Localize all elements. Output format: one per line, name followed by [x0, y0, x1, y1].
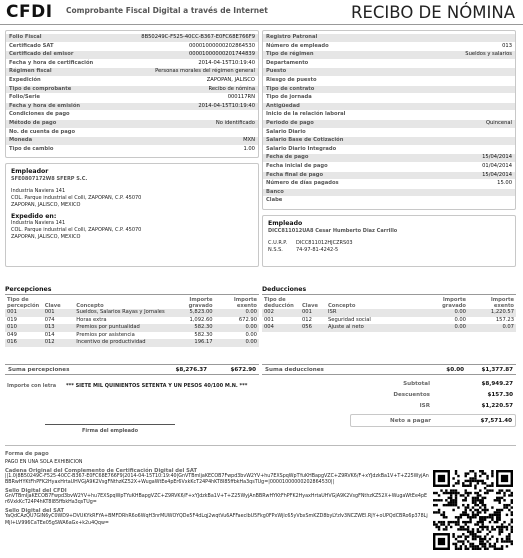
info-label: Certificado del emisor: [9, 51, 74, 58]
info-label: Fecha inicial de pago: [266, 163, 328, 169]
info-label: Fecha y hora de certificación: [9, 59, 94, 66]
empleador-address-line: ZAPOPAN, JALISCO, MEXICO: [11, 202, 81, 208]
info-row: [6, 103, 258, 111]
info-label: Moneda: [9, 137, 33, 144]
table-cell: 0.00: [245, 331, 257, 338]
header-divider: [0, 24, 523, 25]
col-header: Importe exento: [233, 297, 257, 309]
info-label: Salario Diario: [266, 128, 306, 135]
col-header: Concepto: [76, 303, 104, 309]
table-row: [5, 317, 259, 325]
signature-label: Firma del empleado: [82, 428, 139, 434]
info-label: Inicio de la relación laboral: [266, 111, 346, 118]
info-label: Antigüedad: [266, 102, 300, 109]
section-divider: [5, 445, 516, 446]
document-title: RECIBO DE NÓMINA: [351, 3, 515, 22]
info-value: 15.00: [497, 180, 512, 187]
table-cell: 016: [5, 339, 43, 347]
info-label: Certificado SAT: [9, 42, 54, 49]
info-label: Tipo de cambio: [9, 145, 54, 152]
info-row: [263, 34, 515, 42]
neto-value: $7,571.40: [480, 418, 512, 424]
info-label: Clabe: [266, 197, 283, 204]
importe-letra-value: *** SIETE MIL QUINIENTOS SETENTA Y UN PESOS 40/100 M.N. ***: [66, 383, 248, 389]
laboral-info: [262, 30, 516, 210]
table-row: [5, 324, 259, 332]
empleado-box: [262, 215, 516, 267]
expedido-title: Expedido en:: [11, 213, 57, 220]
forma-pago-value: PAGO EN UNA SOLA EXHIBICION: [5, 460, 83, 465]
info-label: Salario Base de Cotización: [266, 137, 344, 144]
curp-label: C.U.R.P.: [268, 240, 288, 246]
table-row: [262, 317, 516, 325]
table-cell: Premios por puntualidad: [74, 324, 166, 332]
info-value: 2014-04-15T10:19:40: [198, 59, 255, 66]
info-row: [6, 51, 258, 59]
sello-cfdi-text: GnVTBmIjaKECOB7Fwpd3bvW2YV+hu7EXSpqWpTYuKHBapgVZC+Z9RVK6/F+xYJdzkBa1V+T+Z25WyjAnBBRwHYKtFhPFK2HyaxHrtaUHVGjA9K2VsgFNthzKZ52X+WugaWtEe4pEr6VxkKcT24P4hKT8I85ffbkHa3qsTUg=: [5, 493, 428, 506]
table-cell: 0.07: [468, 324, 516, 332]
comprobante-info: [5, 30, 259, 158]
expedido-address-line: ZAPOPAN, JALISCO, MEXICO: [11, 234, 81, 240]
info-row: [263, 68, 515, 76]
info-label: Expedición: [9, 77, 41, 83]
empleador-rfc: SFE0807172W8 SFERP S.C.: [11, 176, 88, 182]
info-value: Recibo de nómina: [208, 85, 255, 92]
info-row: [263, 129, 515, 137]
neto-box: [350, 414, 516, 427]
info-row: [263, 94, 515, 102]
table-cell: 0.00: [215, 309, 259, 317]
table-cell: 012: [43, 339, 75, 347]
info-value: 8B50249C-F525-40CC-B367-E0FC68E766F9: [141, 34, 255, 40]
cfdi-logo: CFDI: [6, 2, 53, 22]
table-cell: 0.00: [215, 339, 259, 347]
sum-exento: $672.90: [230, 367, 256, 373]
table-cell: 056: [300, 324, 326, 332]
info-value: 2014-04-15T10:19:40: [198, 102, 255, 109]
table-cell: Ajuste al neto: [326, 324, 416, 332]
table-cell: 196.17: [167, 339, 215, 347]
deducciones-title: Deducciones: [262, 286, 307, 293]
importe-letra-label: Importe con letra: [7, 383, 57, 389]
totales-block: [350, 379, 516, 411]
info-label: Tipo de jornada: [266, 94, 312, 101]
table-cell: 0.00: [416, 324, 468, 332]
info-row: [6, 86, 258, 94]
info-label: Folio Fiscal: [9, 34, 42, 40]
info-value: 15/04/2014: [482, 154, 512, 161]
table-cell: 672.90: [238, 316, 257, 323]
info-row: [263, 154, 515, 162]
info-row: [263, 172, 515, 180]
info-value: ZAPOPAN, JALISCO: [206, 77, 255, 83]
table-cell: 582.30: [167, 324, 215, 332]
info-row: [263, 146, 515, 154]
table-cell: 014: [44, 331, 55, 338]
table-cell: 074: [44, 316, 55, 323]
total-value: $157.30: [487, 392, 513, 398]
info-row: [6, 34, 258, 42]
table-cell: 001: [264, 316, 274, 323]
info-label: Banco: [266, 188, 284, 195]
info-label: No. de cuenta de pago: [9, 128, 76, 135]
table-row: [5, 309, 259, 317]
info-label: Régimen fiscal: [9, 68, 52, 75]
sello-cfdi-label: Sello Digital del CFDI: [5, 487, 67, 494]
info-label: Fecha y hora de emisión: [9, 102, 81, 109]
nss-value: 74-97-81-4242-5: [296, 247, 339, 253]
info-row: [263, 86, 515, 94]
info-row: [263, 120, 515, 128]
info-label: Folio/Serie: [9, 94, 41, 101]
info-row: [263, 60, 515, 68]
header-subtitle: Comprobante Fiscal Digital a través de Internet: [66, 6, 268, 15]
cadena-text: ||1.0|8B50249C-F525-40CC-B367-E0FC68E766F9|2014-04-15T10:19:40|GnVTBmIjaKECOB7Fwpd3bvW2YV+hu7EXSpqWpTYuKHBapgVZC+Z9RVK6/F+xYJdzkBa1V+T+Z25WyjAnBBRwHYKtFhPFK2HyaxHrtaUHVGjA9K2VsgFNthzKZ52X+WugaWtEe4pEr6VxkKcT24P4hKT8I85ffbkHa3qsTUg=|00001000000202864530||: [5, 473, 429, 486]
col-header: Importe gravado: [188, 297, 213, 309]
table-cell: 010: [5, 324, 43, 332]
sum-exento: $1,377.87: [481, 367, 513, 373]
info-value: 00001000000202864530: [188, 42, 255, 49]
table-cell: 019: [7, 316, 17, 323]
info-row: [263, 137, 515, 145]
info-row: [6, 111, 258, 119]
nss-label: N.S.S.: [268, 247, 283, 253]
info-row: [6, 120, 258, 128]
percepciones-section: [5, 286, 259, 347]
info-label: Fecha de pago: [266, 154, 309, 161]
info-row: [6, 77, 258, 85]
table-cell: 001: [5, 309, 43, 317]
table-row: [5, 332, 259, 340]
info-label: Departamento: [266, 59, 309, 66]
percepciones-table: [5, 295, 259, 347]
info-row: [263, 189, 515, 197]
info-row: [6, 60, 258, 68]
info-value: No identificado: [215, 120, 255, 126]
info-label: Salario Diario Integrado: [266, 145, 337, 152]
info-row: [263, 111, 515, 119]
info-row: [6, 94, 258, 102]
col-header: Tipo de percepción: [7, 297, 40, 309]
info-value: 000117RN: [227, 94, 255, 101]
info-row: [263, 51, 515, 59]
cadena-label: Cadena Original del Complemento de Certificación Digital del SAT: [5, 467, 197, 474]
table-cell: 049: [7, 331, 17, 338]
info-value: Sueldos y salarios: [465, 51, 512, 58]
col-header: Importe exento: [490, 297, 514, 309]
table-cell: 1,092.60: [189, 316, 213, 323]
info-value: Quincenal: [485, 120, 512, 126]
percepciones-title: Percepciones: [5, 286, 52, 293]
total-label: ISR: [419, 403, 430, 409]
info-label: Condiciones de pago: [9, 111, 70, 118]
info-value: Personas morales del régimen general: [155, 68, 255, 75]
table-cell: 004: [262, 324, 300, 332]
empleador-address-line: COL. Parque industrial el Colli, ZAPOPAN, C.P. 45070: [11, 195, 142, 201]
info-row: [6, 129, 258, 137]
table-cell: Horas extra: [76, 316, 107, 323]
info-row: [263, 180, 515, 188]
deducciones-section: [262, 286, 516, 332]
seals-block: [5, 451, 429, 527]
info-value: 013: [502, 42, 512, 49]
info-row: [6, 43, 258, 51]
info-label: Método de pago: [9, 120, 57, 126]
sum-gravado: $0.00: [446, 367, 464, 373]
sum-gravado: $8,276.37: [175, 367, 207, 373]
table-cell: Sueldos, Salarios Rayas y Jornales: [76, 309, 165, 315]
deducciones-table: [262, 295, 516, 332]
empleador-address-line: Industria Naviera 141: [11, 188, 66, 194]
col-header: Concepto: [328, 303, 356, 309]
expedido-address-line: Industria Naviera 141: [11, 220, 66, 226]
info-label: Registro Patronal: [266, 34, 318, 40]
info-label: Periodo de pago: [266, 120, 314, 126]
table-cell: 002: [262, 309, 300, 317]
info-label: Tipo de régimen: [266, 51, 314, 58]
table-row: [262, 309, 516, 317]
info-label: Tipo de contrato: [266, 85, 315, 92]
table-cell: 0.00: [454, 316, 466, 323]
sello-sat-text: YaQdCAzQU7GIN6yC0WD9+DVUKYkRFYA+BMFDRhR6o6WqH3nrMUWOYQDe5F4dLqj2wqtVu6AFFaecIbU5Fkg0FPxWjlc65yVbxSmKZD8byLYzIv3NCZWEl.RjY+oUPQdCBRo6p378LjMjI+LV996CaTEe05gSWA6aGx+k2u4Qqw=: [5, 513, 428, 526]
table-cell: Incentivo de productividad: [74, 339, 166, 347]
table-cell: 001: [300, 309, 326, 317]
info-label: Puesto: [266, 68, 287, 75]
info-label: Tipo de comprobante: [9, 85, 72, 92]
table-cell: ISR: [326, 309, 416, 317]
info-row: [263, 163, 515, 171]
table-cell: 0.00: [215, 324, 259, 332]
empleador-box: [5, 163, 259, 267]
total-value: $1,220.57: [481, 403, 513, 409]
table-cell: 013: [43, 324, 75, 332]
table-cell: 012: [302, 316, 312, 323]
table-cell: Premios por asistencia: [76, 331, 135, 338]
col-header: Tipo de deducción: [264, 297, 294, 309]
total-label: Descuentos: [393, 392, 430, 398]
empleador-title: Empleador: [11, 168, 49, 175]
info-row: [263, 43, 515, 51]
table-cell: 5,823.00: [167, 309, 215, 317]
expedido-address-line: COL. Parque industrial el Colli, ZAPOPAN, C.P. 45070: [11, 227, 142, 233]
percepciones-sum: [5, 364, 259, 375]
info-row: [6, 146, 258, 154]
qr-code-icon: [433, 470, 513, 550]
empleado-rfc-name: DICC811012UA8 Cesar Humberto Diaz Carrillo: [268, 228, 398, 234]
info-row: [263, 197, 515, 205]
sum-label: Suma deducciones: [265, 367, 324, 373]
signature-line: [45, 424, 175, 425]
deducciones-sum: [262, 364, 516, 375]
table-row: [5, 339, 259, 347]
table-row: [262, 324, 516, 332]
info-label: Número de días pagados: [266, 180, 339, 187]
forma-pago-label: Forma de pago: [5, 451, 49, 457]
info-row: [263, 77, 515, 85]
col-header: Clave: [302, 303, 318, 309]
info-label: Número de empleado: [266, 42, 329, 49]
info-value: 1.00: [243, 145, 255, 152]
info-row: [6, 68, 258, 76]
info-row: [263, 103, 515, 111]
empleado-title: Empleado: [268, 220, 303, 227]
total-value: $8,949.27: [481, 381, 513, 387]
total-label: Subtotal: [403, 381, 430, 387]
curp-value: DICC811012HJCZRS03: [296, 240, 353, 246]
sello-sat-label: Sello Digital del SAT: [5, 507, 65, 514]
table-cell: 0.00: [416, 309, 468, 317]
col-header: Clave: [44, 303, 61, 309]
info-value: MXN: [243, 137, 255, 144]
table-cell: 582.30: [194, 331, 213, 338]
table-cell: 1,220.57: [468, 309, 516, 317]
table-cell: Seguridad social: [328, 316, 371, 323]
table-cell: 001: [43, 309, 75, 317]
neto-label: Neto a pagar: [390, 418, 431, 424]
info-row: [6, 137, 258, 145]
col-header: Importe gravado: [442, 297, 466, 309]
info-value: 01/04/2014: [482, 163, 512, 169]
info-label: Fecha final de pago: [266, 171, 324, 178]
info-label: Riesgo de puesto: [266, 77, 317, 83]
sum-label: Suma percepciones: [8, 367, 70, 373]
table-cell: 157.23: [495, 316, 514, 323]
info-value: 00001000000201744839: [188, 51, 255, 58]
info-value: 15/04/2014: [482, 171, 512, 178]
